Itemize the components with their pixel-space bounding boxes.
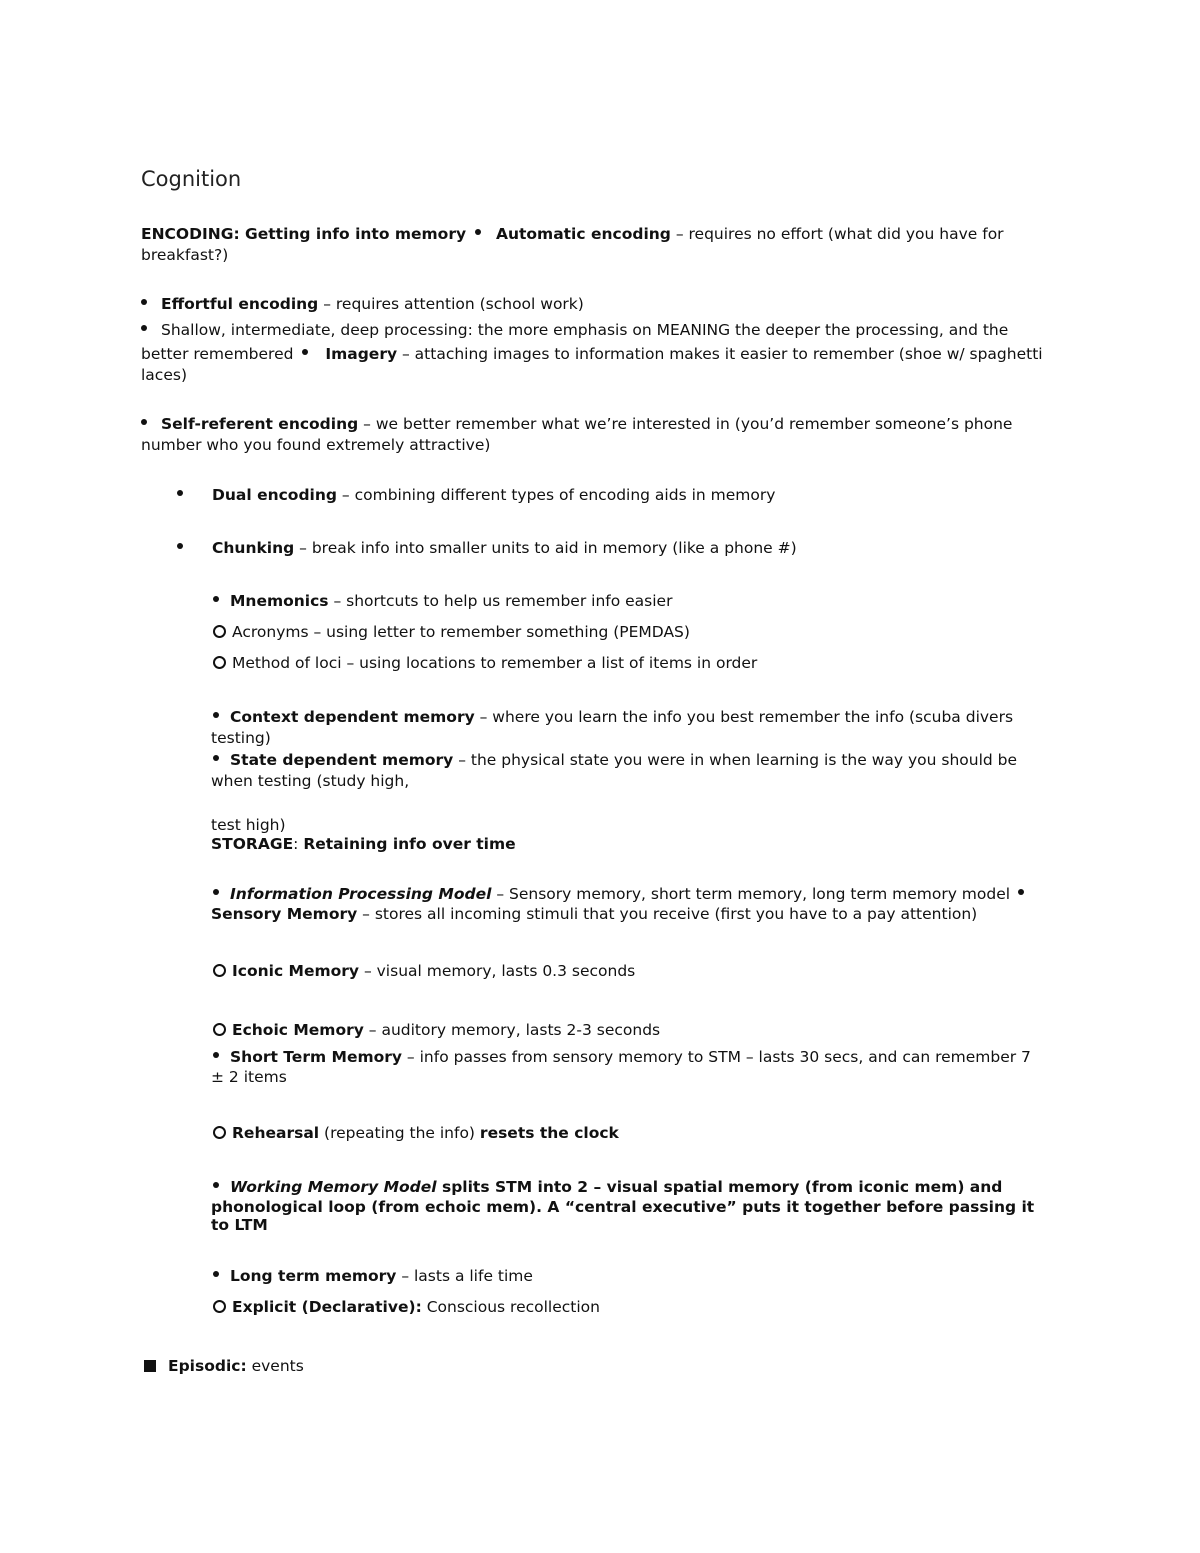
bullet-icon bbox=[213, 1271, 219, 1277]
working-memory-model-text-2: phonological loop (from echoic mem). A “central executive” puts it together before passing it bbox=[211, 1198, 1035, 1216]
self-referent-text-cont: number who you found extremely attractive) bbox=[141, 436, 491, 454]
bullet-icon bbox=[1018, 889, 1024, 895]
storage-heading-label: STORAGE bbox=[211, 835, 294, 853]
shallow-imagery-line bbox=[141, 344, 1043, 365]
page-title: Cognition bbox=[141, 167, 242, 191]
working-memory-model-text-3: to LTM bbox=[211, 1216, 268, 1234]
chunking-text: – break info into smaller units to aid in memory (like a phone #) bbox=[294, 539, 797, 557]
info-processing-model-text: – Sensory memory, short term memory, long term memory model bbox=[491, 885, 1011, 903]
method-of-loci-text: Method of loci – using locations to remember a list of items in order bbox=[232, 654, 758, 672]
acronyms-item bbox=[213, 622, 690, 643]
echoic-memory-term: Echoic Memory bbox=[232, 1021, 364, 1039]
shallow-processing-item bbox=[141, 320, 1008, 341]
short-term-memory-item bbox=[213, 1047, 1031, 1068]
echoic-memory-item bbox=[213, 1020, 660, 1041]
bullet-icon bbox=[302, 349, 308, 355]
working-memory-model-text-cont2 bbox=[211, 1215, 268, 1236]
bullet-icon bbox=[141, 419, 147, 425]
episodic-memory-item bbox=[144, 1356, 304, 1377]
encoding-line bbox=[141, 224, 1004, 245]
short-term-memory-text: – info passes from sensory memory to STM – lasts 30 secs, and can remember 7 bbox=[402, 1048, 1031, 1066]
circle-bullet-icon bbox=[213, 1300, 226, 1313]
rehearsal-term-2: resets the clock bbox=[479, 1124, 619, 1142]
mnemonics-term: Mnemonics bbox=[230, 592, 329, 610]
context-dependent-text: – where you learn the info you best remember the info (scuba divers bbox=[474, 708, 1014, 726]
circle-bullet-icon bbox=[213, 656, 226, 669]
circle-bullet-icon bbox=[213, 1126, 226, 1139]
automatic-encoding-text-cont: breakfast?) bbox=[141, 246, 229, 264]
dual-encoding-text: – combining different types of encoding aids in memory bbox=[337, 486, 776, 504]
explicit-memory-item bbox=[213, 1297, 600, 1318]
bullet-icon bbox=[213, 889, 219, 895]
context-dependent-item bbox=[213, 707, 1013, 728]
info-processing-model-item bbox=[213, 884, 1024, 905]
bullet-icon bbox=[177, 490, 183, 496]
episodic-memory-text: events bbox=[246, 1357, 304, 1375]
automatic-encoding-text: – requires no effort (what did you have for bbox=[670, 225, 1004, 243]
state-dependent-text-cont: when testing (study high, bbox=[211, 772, 410, 790]
working-memory-model-text-cont bbox=[211, 1197, 1034, 1218]
bullet-icon bbox=[213, 1182, 219, 1188]
imagery-term: Imagery bbox=[325, 345, 398, 363]
method-of-loci-item bbox=[213, 653, 757, 674]
bullet-icon bbox=[213, 596, 219, 602]
working-memory-model-item bbox=[213, 1177, 1002, 1198]
episodic-memory-term: Episodic: bbox=[168, 1357, 247, 1375]
iconic-memory-text: – visual memory, lasts 0.3 seconds bbox=[359, 962, 636, 980]
state-dependent-text-cont2: test high) bbox=[211, 816, 286, 834]
square-bullet-icon bbox=[144, 1360, 156, 1372]
sensory-memory-term: Sensory Memory bbox=[211, 905, 358, 923]
rehearsal-text: (repeating the info) bbox=[319, 1124, 480, 1142]
short-term-memory-text-cont: ± 2 items bbox=[211, 1068, 287, 1086]
effortful-encoding-text: – requires attention (school work) bbox=[318, 295, 584, 313]
rehearsal-term: Rehearsal bbox=[232, 1124, 320, 1142]
long-term-memory-term: Long term memory bbox=[230, 1267, 397, 1285]
effortful-encoding-term: Effortful encoding bbox=[161, 295, 319, 313]
bullet-icon bbox=[141, 325, 147, 331]
shallow-processing-text-cont: better remembered bbox=[141, 345, 294, 363]
bullet-icon bbox=[213, 755, 219, 761]
context-dependent-text-cont: testing) bbox=[211, 729, 271, 747]
circle-bullet-icon bbox=[213, 625, 226, 638]
shallow-processing-text: Shallow, intermediate, deep processing: the more emphasis on MEANING the deeper the processing, and the bbox=[161, 321, 1009, 339]
storage-heading-colon: : bbox=[293, 835, 304, 853]
state-dependent-term: State dependent memory bbox=[230, 751, 454, 769]
working-memory-model-text: splits STM into 2 – visual spatial memory (from iconic mem) and bbox=[436, 1178, 1003, 1196]
bullet-icon bbox=[213, 712, 219, 718]
echoic-memory-text: – auditory memory, lasts 2-3 seconds bbox=[363, 1021, 661, 1039]
self-referent-item bbox=[141, 414, 1012, 435]
iconic-memory-term: Iconic Memory bbox=[232, 962, 360, 980]
long-term-memory-text: – lasts a life time bbox=[396, 1267, 533, 1285]
long-term-memory-item bbox=[213, 1266, 533, 1287]
state-dependent-item bbox=[213, 750, 1017, 771]
chunking-term: Chunking bbox=[212, 539, 295, 557]
dual-encoding-term: Dual encoding bbox=[212, 486, 337, 504]
encoding-heading: ENCODING: Getting info into memory bbox=[141, 225, 467, 243]
imagery-text: – attaching images to information makes it easier to remember (shoe w/ spaghetti bbox=[397, 345, 1043, 363]
sensory-memory-item bbox=[211, 904, 977, 925]
short-term-memory-term: Short Term Memory bbox=[230, 1048, 402, 1066]
explicit-memory-text: Conscious recollection bbox=[421, 1298, 600, 1316]
iconic-memory-item bbox=[213, 961, 635, 982]
mnemonics-text: – shortcuts to help us remember info easier bbox=[328, 592, 673, 610]
state-dependent-text: – the physical state you were in when learning is the way you should be bbox=[453, 751, 1018, 769]
acronyms-text: Acronyms – using letter to remember something (PEMDAS) bbox=[232, 623, 690, 641]
effortful-encoding-item bbox=[141, 294, 584, 315]
explicit-memory-term: Explicit (Declarative): bbox=[232, 1298, 422, 1316]
automatic-encoding-term: Automatic encoding bbox=[495, 225, 671, 243]
rehearsal-item bbox=[213, 1123, 619, 1144]
info-processing-model-term: Information Processing Model bbox=[230, 885, 492, 903]
context-dependent-term: Context dependent memory bbox=[230, 708, 475, 726]
bullet-icon bbox=[177, 543, 183, 549]
self-referent-term: Self-referent encoding bbox=[161, 415, 359, 433]
sensory-memory-text: – stores all incoming stimuli that you receive (first you have to a pay attention) bbox=[357, 905, 978, 923]
circle-bullet-icon bbox=[213, 964, 226, 977]
circle-bullet-icon bbox=[213, 1023, 226, 1036]
bullet-icon bbox=[213, 1052, 219, 1058]
mnemonics-item bbox=[213, 591, 672, 612]
chunking-item bbox=[177, 538, 797, 559]
working-memory-model-term: Working Memory Model bbox=[230, 1178, 437, 1196]
self-referent-text: – we better remember what we’re interested in (you’d remember someone’s phone bbox=[358, 415, 1013, 433]
storage-heading-text: Retaining info over time bbox=[303, 835, 516, 853]
bullet-icon bbox=[141, 299, 147, 305]
dual-encoding-item bbox=[177, 485, 775, 506]
storage-heading bbox=[211, 834, 516, 855]
bullet-icon bbox=[475, 229, 481, 235]
imagery-text-cont: laces) bbox=[141, 366, 187, 384]
